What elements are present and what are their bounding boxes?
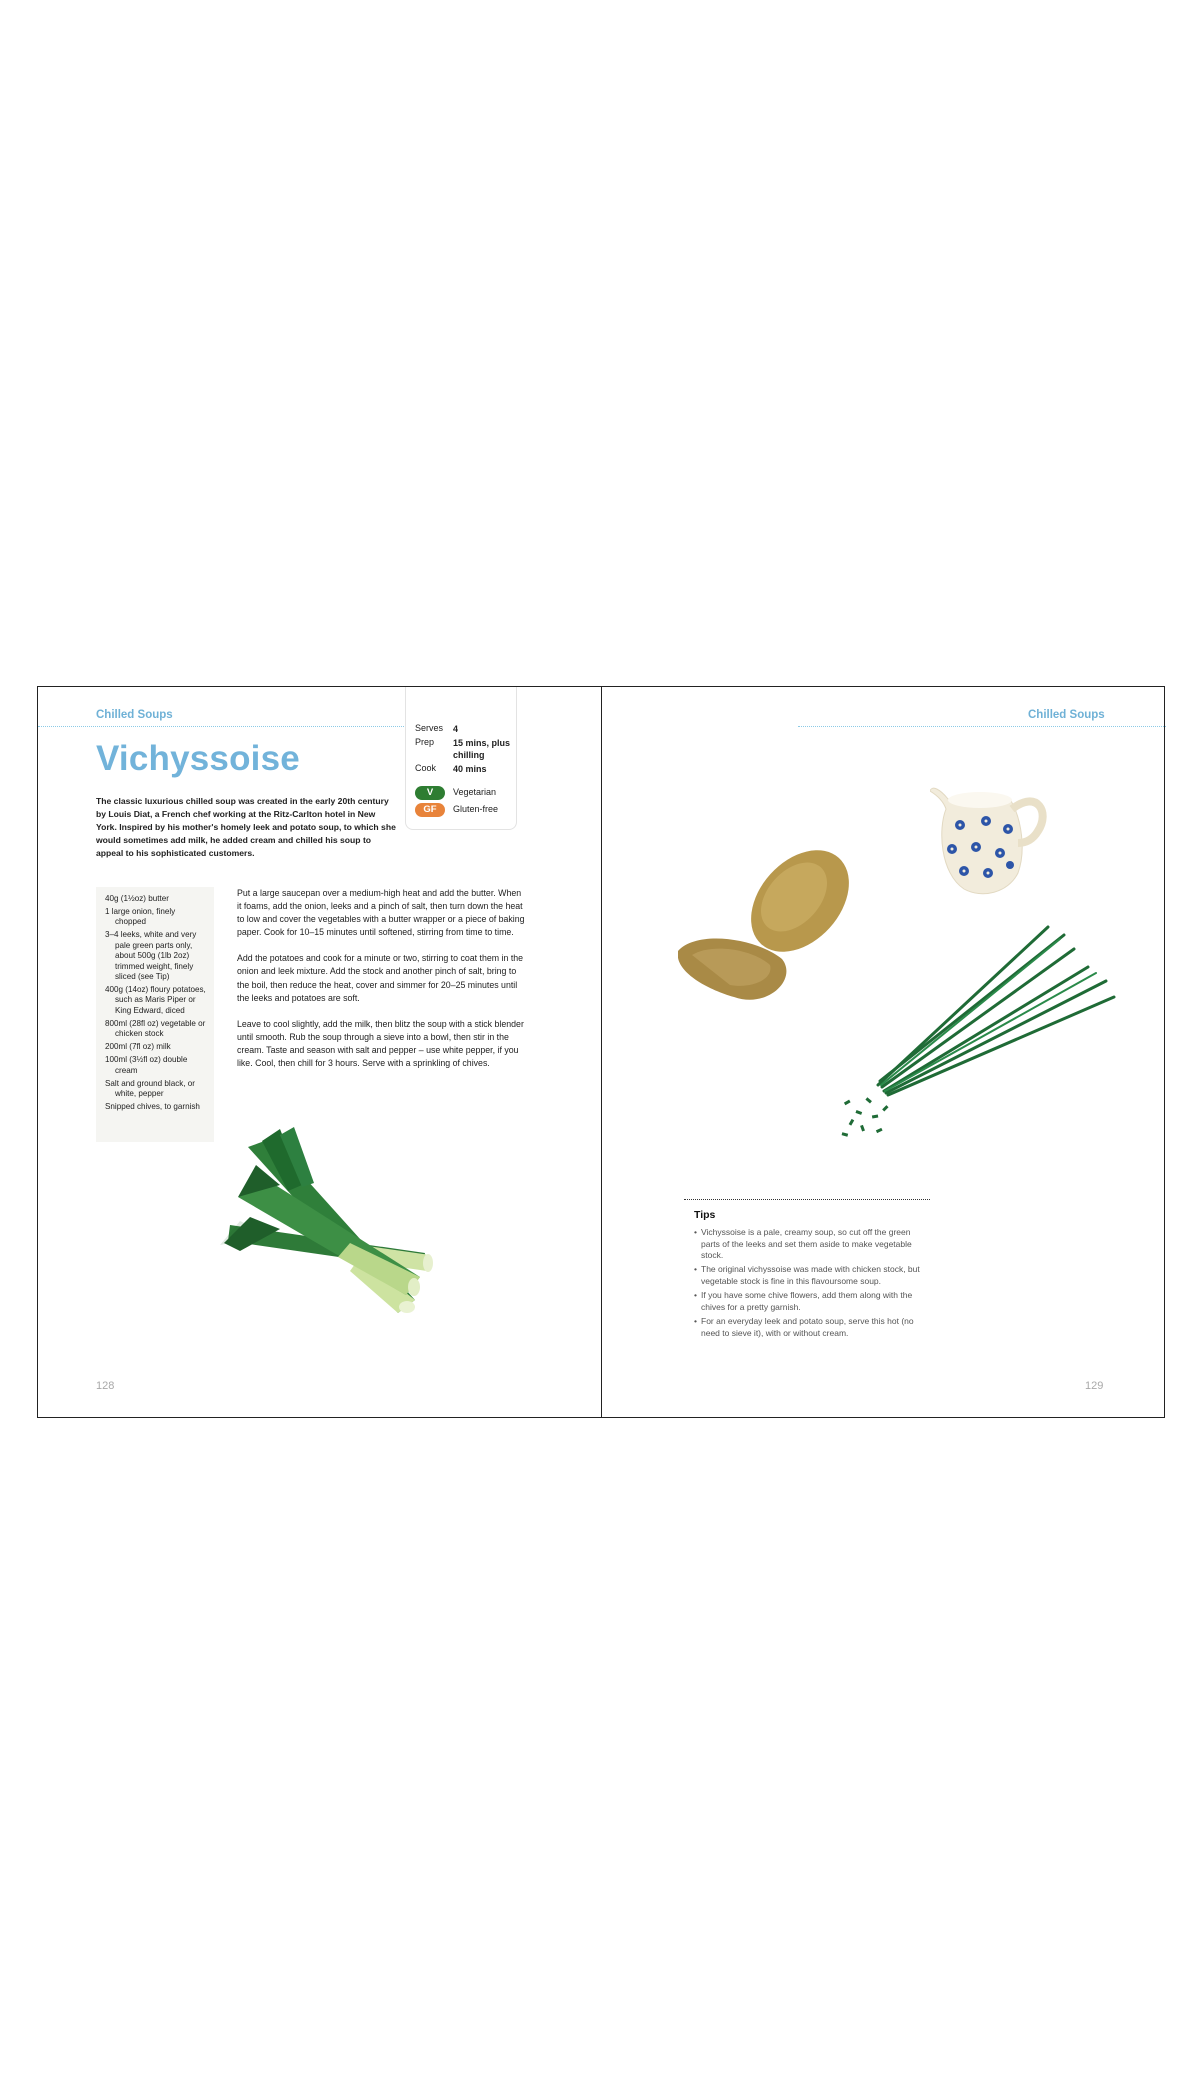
- serves-label: Serves: [415, 723, 444, 733]
- page-number: 129: [1085, 1380, 1104, 1392]
- running-head: Chilled Soups: [1028, 709, 1105, 721]
- tip-text: For an everyday leek and potato soup, serve this hot (no need to sieve it), with or without cream.: [701, 1316, 914, 1338]
- prep-label: Prep: [415, 737, 435, 747]
- recipe-info-box: [405, 687, 517, 830]
- leeks-illustration: [210, 1125, 480, 1335]
- gluten-free-badge-icon: GF: [415, 803, 445, 817]
- gluten-free-label: Gluten-free: [453, 804, 499, 814]
- serves-value: 4: [453, 724, 459, 734]
- left-page: [38, 687, 602, 1417]
- tips-title: Tips: [694, 1209, 716, 1221]
- ingredient-item: 400g (14oz) floury potatoes, such as Maris Piper or King Edward, diced: [105, 985, 206, 1015]
- cook-value: 40 mins: [453, 764, 487, 774]
- bullet: •: [694, 1227, 697, 1237]
- vegetarian-badge-icon: V: [415, 786, 445, 800]
- book-spread: [37, 686, 1165, 1418]
- right-page: [602, 687, 1166, 1417]
- ingredient-item: 200ml (7fl oz) milk: [105, 1042, 171, 1052]
- header-rule: [798, 726, 1166, 727]
- ingredient-item: 1 large onion, finely chopped: [105, 907, 176, 927]
- method-step: Leave to cool slightly, add the milk, then blitz the soup with a stick blender until smooth. Rub the soup through a sieve into a bowl, then stir in the cream. Taste and season with salt and pepper – use white pepper, if you like. Cool, then chill for 3 hours. Serve with a sprinkling of chives.: [237, 1018, 524, 1069]
- bullet: •: [694, 1290, 697, 1300]
- chives-illustration: [838, 915, 1138, 1145]
- cook-label: Cook: [415, 763, 437, 773]
- tip-item: [694, 1290, 926, 1313]
- ingredient-item: 3–4 leeks, white and very pale green parts only, about 500g (1lb 2oz) trimmed weight, finely sliced (see Tip): [105, 930, 197, 982]
- ingredient-item: Snipped chives, to garnish: [105, 1102, 200, 1112]
- ingredient-item: 40g (1½oz) butter: [105, 894, 169, 903]
- milk-jug-illustration: [930, 769, 1050, 899]
- bullet: •: [694, 1264, 697, 1274]
- recipe-title: Vichyssoise: [96, 739, 300, 778]
- tip-text: If you have some chive flowers, add them along with the chives for a pretty garnish.: [701, 1290, 913, 1312]
- recipe-intro: The classic luxurious chilled soup was created in the early 20th century by Louis Diat, a French chef working at the Ritz-Carlton hotel in New York. Inspired by his mother's homely leek and potato soup, to which she would sometimes add milk, he added cream and chilled his soup to appeal to his sophisticated customers.: [96, 796, 396, 858]
- ingredients-list: [96, 887, 214, 1142]
- bullet: •: [694, 1316, 697, 1326]
- tip-item: [694, 1227, 926, 1262]
- ingredient-item: 100ml (3½fl oz) double cream: [105, 1055, 188, 1075]
- running-head: Chilled Soups: [96, 709, 173, 721]
- ingredient-item: 800ml (28fl oz) vegetable or chicken stock: [105, 1018, 206, 1039]
- method-step: Add the potatoes and cook for a minute or two, stirring to coat them in the onion and leek mixture. Add the stock and another pinch of salt, bring to the boil, then reduce the heat, cover and simmer for 20–25 minutes until the leeks and potatoes are soft.: [237, 953, 524, 1003]
- tip-item: [694, 1316, 926, 1339]
- method-step: Put a large saucepan over a medium-high heat and add the butter. When it foams, add the onion, leeks and a pinch of salt, then turn down the heat to low and cover the vegetables with a butter wrapper or a piece of baking paper. Cook for 10–15 minutes until softened, stirring from time to time.: [237, 888, 525, 938]
- tip-text: Vichyssoise is a pale, creamy soup, so cut off the green parts of the leeks and set them aside to make vegetable stock.: [701, 1227, 912, 1260]
- tip-text: The original vichyssoise was made with chicken stock, but vegetable stock is fine in this flavoursome soup.: [701, 1264, 920, 1286]
- page-number: 128: [96, 1380, 115, 1392]
- tip-item: [694, 1264, 926, 1287]
- method-steps: [237, 887, 525, 1083]
- prep-value: 15 mins, plus chilling: [453, 738, 511, 760]
- tips-divider: [684, 1199, 930, 1200]
- vegetarian-label: Vegetarian: [453, 787, 497, 797]
- header-rule: [38, 726, 406, 727]
- ingredient-item: Salt and ground black, or white, pepper: [105, 1078, 195, 1099]
